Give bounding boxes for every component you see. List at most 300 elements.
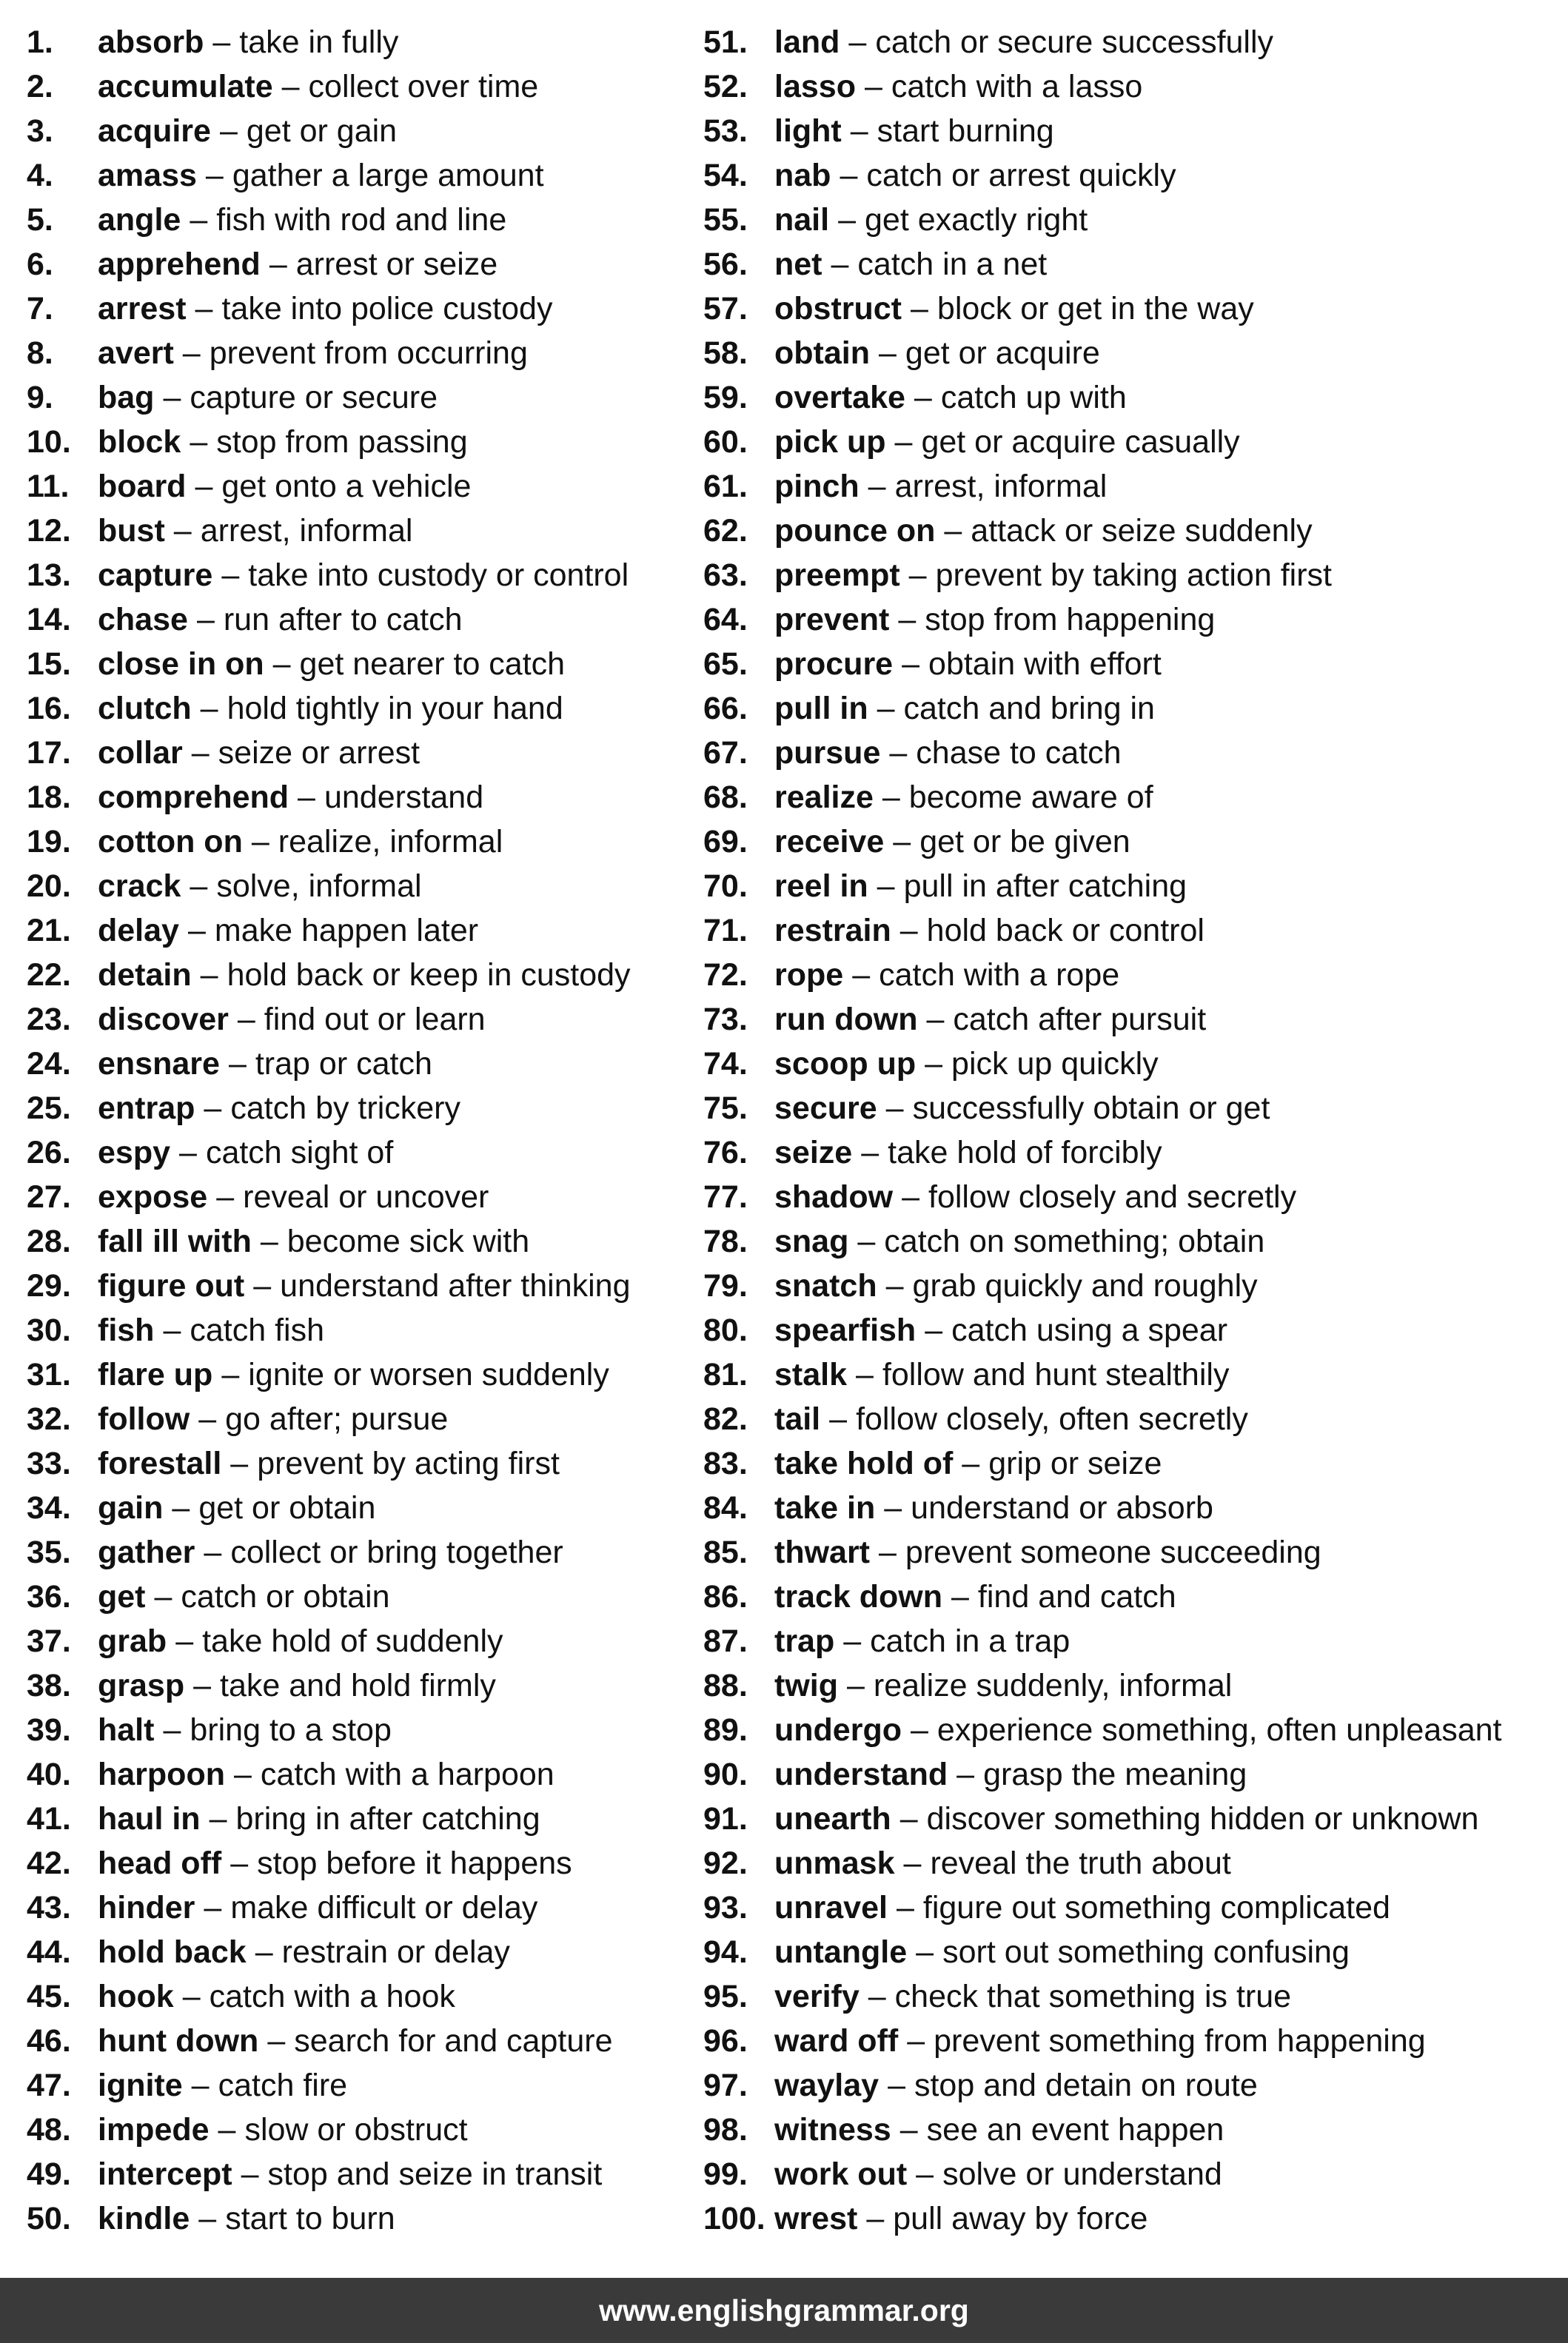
item-definition: get onto a vehicle xyxy=(221,468,472,504)
item-word: amass xyxy=(98,157,197,193)
list-item xyxy=(27,775,693,819)
list-item xyxy=(27,464,693,509)
item-number: 22. xyxy=(27,956,71,993)
item-word: capture xyxy=(98,557,213,593)
item-dash: – xyxy=(204,1889,222,1925)
list-item xyxy=(703,1441,1562,1486)
item-definition: get or acquire xyxy=(905,335,1100,371)
item-word: restrain xyxy=(774,912,891,948)
item-definition: capture or secure xyxy=(190,379,438,415)
item-definition: hold tightly in your hand xyxy=(227,690,563,726)
item-word: unearth xyxy=(774,1800,891,1837)
item-dash: – xyxy=(221,557,240,593)
item-number: 24. xyxy=(27,1045,71,1082)
item-definition: run after to catch xyxy=(223,601,463,637)
item-word: pounce on xyxy=(774,512,936,549)
item-number: 4. xyxy=(27,157,53,193)
list-item xyxy=(27,1575,693,1619)
list-item xyxy=(27,1663,693,1708)
item-word: understand xyxy=(774,1756,948,1792)
item-definition: experience something, often unpleasant xyxy=(937,1712,1502,1748)
list-item xyxy=(703,953,1562,997)
item-definition: check that something is true xyxy=(894,1978,1292,2014)
item-dash: – xyxy=(910,1712,928,1748)
item-dash: – xyxy=(179,1134,197,1170)
item-word: receive xyxy=(774,823,885,859)
item-number: 50. xyxy=(27,2200,71,2236)
list-item xyxy=(27,1841,693,1886)
item-dash: – xyxy=(204,1534,222,1570)
item-definition: grab quickly and roughly xyxy=(912,1267,1258,1304)
list-item xyxy=(27,153,693,198)
item-definition: start burning xyxy=(877,113,1054,149)
item-dash: – xyxy=(237,1001,255,1037)
list-item xyxy=(27,2019,693,2063)
item-dash: – xyxy=(205,157,224,193)
list-item xyxy=(703,2108,1562,2152)
list-item xyxy=(703,331,1562,375)
item-definition: catch on something; obtain xyxy=(884,1223,1265,1259)
list-item xyxy=(27,731,693,775)
item-number: 7. xyxy=(27,290,53,326)
item-definition: catch and bring in xyxy=(903,690,1155,726)
item-number: 84. xyxy=(703,1489,748,1526)
item-number: 3. xyxy=(27,113,53,149)
item-definition: catch by trickery xyxy=(230,1090,460,1126)
list-item xyxy=(703,553,1562,597)
item-dash: – xyxy=(260,1223,278,1259)
item-number: 19. xyxy=(27,823,71,859)
item-number: 33. xyxy=(27,1445,71,1481)
item-word: nail xyxy=(774,201,830,238)
item-dash: – xyxy=(190,423,208,460)
item-number: 32. xyxy=(27,1401,71,1437)
item-word: trap xyxy=(774,1623,835,1659)
item-definition: pull in after catching xyxy=(903,868,1187,904)
item-dash: – xyxy=(899,1800,918,1837)
item-dash: – xyxy=(218,2111,236,2148)
item-number: 66. xyxy=(703,690,748,726)
item-dash: – xyxy=(877,690,895,726)
item-word: preempt xyxy=(774,557,900,593)
item-word: board xyxy=(98,468,187,504)
item-definition: make happen later xyxy=(214,912,479,948)
item-word: overtake xyxy=(774,379,905,415)
item-number: 78. xyxy=(703,1223,748,1259)
list-item xyxy=(703,420,1562,464)
item-word: shadow xyxy=(774,1179,894,1215)
item-number: 97. xyxy=(703,2067,748,2103)
item-number: 95. xyxy=(703,1978,748,2014)
item-definition: solve or understand xyxy=(942,2156,1222,2192)
item-dash: – xyxy=(888,2067,905,2103)
item-number: 9. xyxy=(27,379,53,415)
item-dash: – xyxy=(193,1667,212,1703)
list-item xyxy=(703,375,1562,420)
item-word: waylay xyxy=(774,2067,880,2103)
item-dash: – xyxy=(267,2022,286,2059)
item-number: 39. xyxy=(27,1712,71,1748)
item-dash: – xyxy=(840,157,858,193)
list-item xyxy=(703,1130,1562,1175)
list-item xyxy=(27,1352,693,1397)
list-item xyxy=(703,1930,1562,1974)
item-word: scoop up xyxy=(774,1045,917,1082)
list-item xyxy=(27,64,693,109)
item-number: 76. xyxy=(703,1134,748,1170)
item-dash: – xyxy=(195,290,213,326)
item-definition: start to burn xyxy=(225,2200,395,2236)
item-definition: trap or catch xyxy=(255,1045,432,1082)
list-item xyxy=(27,1530,693,1575)
item-word: take in xyxy=(774,1489,876,1526)
item-word: ward off xyxy=(774,2022,899,2059)
item-dash: – xyxy=(882,779,900,815)
item-number: 64. xyxy=(703,601,748,637)
item-dash: – xyxy=(852,956,871,993)
item-number: 74. xyxy=(703,1045,748,1082)
item-dash: – xyxy=(908,557,927,593)
right-column xyxy=(703,20,1562,2241)
item-dash: – xyxy=(899,912,918,948)
item-word: absorb xyxy=(98,24,204,60)
item-definition: take in fully xyxy=(239,24,399,60)
item-word: pinch xyxy=(774,468,860,504)
item-word: delay xyxy=(98,912,179,948)
item-dash: – xyxy=(856,1356,874,1392)
item-dash: – xyxy=(885,1090,904,1126)
item-dash: – xyxy=(241,2156,259,2192)
item-dash: – xyxy=(898,601,917,637)
item-word: haul in xyxy=(98,1800,201,1837)
item-number: 87. xyxy=(703,1623,748,1659)
item-definition: pull away by force xyxy=(893,2200,1148,2236)
list-item xyxy=(703,1175,1562,1219)
item-definition: reveal the truth about xyxy=(930,1845,1231,1881)
item-number: 29. xyxy=(27,1267,71,1304)
item-definition: see an event happen xyxy=(926,2111,1224,2148)
item-dash: – xyxy=(251,823,269,859)
item-word: get xyxy=(98,1578,146,1615)
item-definition: catch or obtain xyxy=(181,1578,390,1615)
item-definition: catch fire xyxy=(218,2067,348,2103)
list-item xyxy=(703,1086,1562,1130)
item-number: 30. xyxy=(27,1312,71,1348)
list-item xyxy=(703,109,1562,153)
item-dash: – xyxy=(198,1401,217,1437)
item-word: take hold of xyxy=(774,1445,954,1481)
item-dash: – xyxy=(196,601,215,637)
item-number: 70. xyxy=(703,868,748,904)
list-item xyxy=(27,1130,693,1175)
list-item xyxy=(27,509,693,553)
item-definition: catch up with xyxy=(940,379,1127,415)
list-item xyxy=(27,2196,693,2241)
item-number: 42. xyxy=(27,1845,71,1881)
item-dash: – xyxy=(173,512,192,549)
footer-bar xyxy=(0,2278,1568,2343)
item-dash: – xyxy=(916,1934,934,1970)
item-definition: arrest, informal xyxy=(200,512,413,549)
item-dash: – xyxy=(889,734,908,771)
item-dash: – xyxy=(191,734,210,771)
list-item xyxy=(703,1663,1562,1708)
item-number: 57. xyxy=(703,290,748,326)
item-number: 56. xyxy=(703,246,748,282)
item-dash: – xyxy=(187,912,206,948)
item-definition: reveal or uncover xyxy=(243,1179,489,1215)
item-number: 86. xyxy=(703,1578,748,1615)
list-item xyxy=(27,109,693,153)
item-definition: ignite or worsen suddenly xyxy=(248,1356,609,1392)
list-item xyxy=(703,686,1562,731)
item-definition: find out or learn xyxy=(264,1001,486,1037)
item-dash: – xyxy=(200,690,218,726)
item-number: 82. xyxy=(703,1401,748,1437)
item-dash: – xyxy=(182,1978,201,2014)
item-dash: – xyxy=(191,2067,210,2103)
item-dash: – xyxy=(198,2200,217,2236)
item-dash: – xyxy=(163,1312,181,1348)
list-item xyxy=(703,775,1562,819)
item-dash: – xyxy=(868,468,886,504)
item-number: 46. xyxy=(27,2022,71,2059)
item-word: unravel xyxy=(774,1889,888,1925)
item-dash: – xyxy=(896,1889,914,1925)
item-word: cotton on xyxy=(98,823,243,859)
item-definition: realize, informal xyxy=(278,823,503,859)
item-definition: grip or seize xyxy=(988,1445,1162,1481)
item-definition: stop and detain on route xyxy=(914,2067,1258,2103)
item-word: bag xyxy=(98,379,155,415)
item-number: 72. xyxy=(703,956,748,993)
item-word: grab xyxy=(98,1623,167,1659)
item-definition: follow closely, often secretly xyxy=(856,1401,1248,1437)
item-word: fall ill with xyxy=(98,1223,252,1259)
item-word: gather xyxy=(98,1534,195,1570)
item-number: 28. xyxy=(27,1223,71,1259)
item-number: 37. xyxy=(27,1623,71,1659)
item-dash: – xyxy=(956,1756,975,1792)
item-word: reel in xyxy=(774,868,868,904)
item-definition: prevent someone succeeding xyxy=(905,1534,1321,1570)
list-item xyxy=(703,864,1562,908)
item-definition: find and catch xyxy=(977,1578,1176,1615)
item-dash: – xyxy=(864,68,882,104)
item-number: 8. xyxy=(27,335,53,371)
item-word: ignite xyxy=(98,2067,183,2103)
list-item xyxy=(27,1086,693,1130)
item-word: espy xyxy=(98,1134,171,1170)
item-number: 89. xyxy=(703,1712,748,1748)
list-item xyxy=(703,642,1562,686)
item-dash: – xyxy=(269,246,287,282)
item-number: 16. xyxy=(27,690,71,726)
item-dash: – xyxy=(907,2022,925,2059)
item-number: 5. xyxy=(27,201,53,238)
item-dash: – xyxy=(962,1445,980,1481)
item-number: 18. xyxy=(27,779,71,815)
item-number: 27. xyxy=(27,1179,71,1215)
list-item xyxy=(27,1886,693,1930)
footer-url[interactable]: www.englishgrammar.org xyxy=(599,2293,969,2327)
item-word: twig xyxy=(774,1667,838,1703)
item-word: thwart xyxy=(774,1534,870,1570)
list-item xyxy=(27,1397,693,1441)
item-number: 43. xyxy=(27,1889,71,1925)
item-dash: – xyxy=(914,379,932,415)
item-word: forestall xyxy=(98,1445,222,1481)
item-definition: get exactly right xyxy=(865,201,1088,238)
list-item xyxy=(703,153,1562,198)
item-dash: – xyxy=(926,1001,945,1037)
list-item xyxy=(27,597,693,642)
list-item xyxy=(703,20,1562,64)
item-definition: slow or obstruct xyxy=(244,2111,468,2148)
item-dash: – xyxy=(200,956,218,993)
item-definition: hold back or keep in custody xyxy=(227,956,631,993)
item-number: 92. xyxy=(703,1845,748,1881)
item-word: track down xyxy=(774,1578,942,1615)
item-word: block xyxy=(98,423,181,460)
item-number: 98. xyxy=(703,2111,748,2148)
item-number: 67. xyxy=(703,734,748,771)
item-dash: – xyxy=(209,1800,227,1837)
list-item xyxy=(27,198,693,242)
item-dash: – xyxy=(843,1623,862,1659)
item-number: 61. xyxy=(703,468,748,504)
item-word: snatch xyxy=(774,1267,877,1304)
item-word: rope xyxy=(774,956,844,993)
item-word: witness xyxy=(774,2111,891,2148)
list-item xyxy=(703,2019,1562,2063)
item-number: 81. xyxy=(703,1356,748,1392)
item-word: head off xyxy=(98,1845,222,1881)
item-definition: become aware of xyxy=(908,779,1153,815)
item-definition: restrain or delay xyxy=(281,1934,510,1970)
list-item xyxy=(703,1619,1562,1663)
item-word: net xyxy=(774,246,822,282)
item-number: 96. xyxy=(703,2022,748,2059)
item-number: 14. xyxy=(27,601,71,637)
item-number: 59. xyxy=(703,379,748,415)
item-definition: seize or arrest xyxy=(218,734,421,771)
item-number: 60. xyxy=(703,423,748,460)
item-dash: – xyxy=(850,113,868,149)
list-item xyxy=(703,1841,1562,1886)
item-definition: understand after thinking xyxy=(280,1267,631,1304)
item-dash: – xyxy=(221,1356,240,1392)
item-number: 41. xyxy=(27,1800,71,1837)
item-dash: – xyxy=(879,1534,897,1570)
item-definition: take into custody or control xyxy=(248,557,629,593)
item-dash: – xyxy=(829,1401,848,1437)
item-definition: get or be given xyxy=(919,823,1130,859)
list-item xyxy=(27,375,693,420)
item-dash: – xyxy=(951,1578,969,1615)
item-dash: – xyxy=(916,2156,934,2192)
item-number: 26. xyxy=(27,1134,71,1170)
item-number: 51. xyxy=(703,24,748,60)
item-word: kindle xyxy=(98,2200,190,2236)
item-number: 17. xyxy=(27,734,71,771)
item-word: pursue xyxy=(774,734,881,771)
list-item xyxy=(27,1930,693,1974)
list-item xyxy=(703,1708,1562,1752)
item-dash: – xyxy=(204,1090,222,1126)
list-item xyxy=(703,597,1562,642)
item-definition: follow and hunt stealthily xyxy=(882,1356,1230,1392)
item-word: grasp xyxy=(98,1667,185,1703)
item-dash: – xyxy=(281,68,300,104)
item-number: 38. xyxy=(27,1667,71,1703)
list-item xyxy=(703,1486,1562,1530)
list-item xyxy=(703,908,1562,953)
list-item xyxy=(703,819,1562,864)
list-item xyxy=(27,242,693,286)
item-dash: – xyxy=(925,1312,943,1348)
list-item xyxy=(703,1308,1562,1352)
item-number: 85. xyxy=(703,1534,748,1570)
item-dash: – xyxy=(944,512,962,549)
list-item xyxy=(27,686,693,731)
list-item xyxy=(27,331,693,375)
item-definition: arrest or seize xyxy=(295,246,498,282)
list-item xyxy=(703,1042,1562,1086)
list-item xyxy=(703,1974,1562,2019)
item-definition: obtain with effort xyxy=(928,646,1162,682)
item-number: 47. xyxy=(27,2067,71,2103)
item-number: 40. xyxy=(27,1756,71,1792)
item-number: 83. xyxy=(703,1445,748,1481)
list-item xyxy=(27,1797,693,1841)
item-dash: – xyxy=(253,1267,272,1304)
item-number: 15. xyxy=(27,646,71,682)
list-item xyxy=(27,953,693,997)
item-word: realize xyxy=(774,779,874,815)
item-dash: – xyxy=(857,1223,876,1259)
left-column xyxy=(27,20,693,2241)
list-item xyxy=(27,1175,693,1219)
item-definition: go after; pursue xyxy=(225,1401,449,1437)
item-definition: get or obtain xyxy=(198,1489,376,1526)
item-word: discover xyxy=(98,1001,229,1037)
item-word: pull in xyxy=(774,690,868,726)
item-word: angle xyxy=(98,201,181,238)
item-word: arrest xyxy=(98,290,187,326)
item-number: 94. xyxy=(703,1934,748,1970)
list-item xyxy=(27,2152,693,2196)
item-word: snag xyxy=(774,1223,849,1259)
list-item xyxy=(27,1619,693,1663)
list-item xyxy=(27,1486,693,1530)
item-word: light xyxy=(774,113,842,149)
item-definition: get or acquire casually xyxy=(921,423,1240,460)
item-word: hold back xyxy=(98,1934,247,1970)
item-definition: pick up quickly xyxy=(951,1045,1159,1082)
item-dash: – xyxy=(878,335,897,371)
item-number: 93. xyxy=(703,1889,748,1925)
list-item xyxy=(27,2063,693,2108)
item-word: prevent xyxy=(774,601,890,637)
item-word: verify xyxy=(774,1978,860,2014)
item-number: 99. xyxy=(703,2156,748,2192)
item-definition: take and hold firmly xyxy=(220,1667,496,1703)
list-item xyxy=(27,1974,693,2019)
item-dash: – xyxy=(831,246,849,282)
item-word: obstruct xyxy=(774,290,902,326)
item-word: harpoon xyxy=(98,1756,225,1792)
